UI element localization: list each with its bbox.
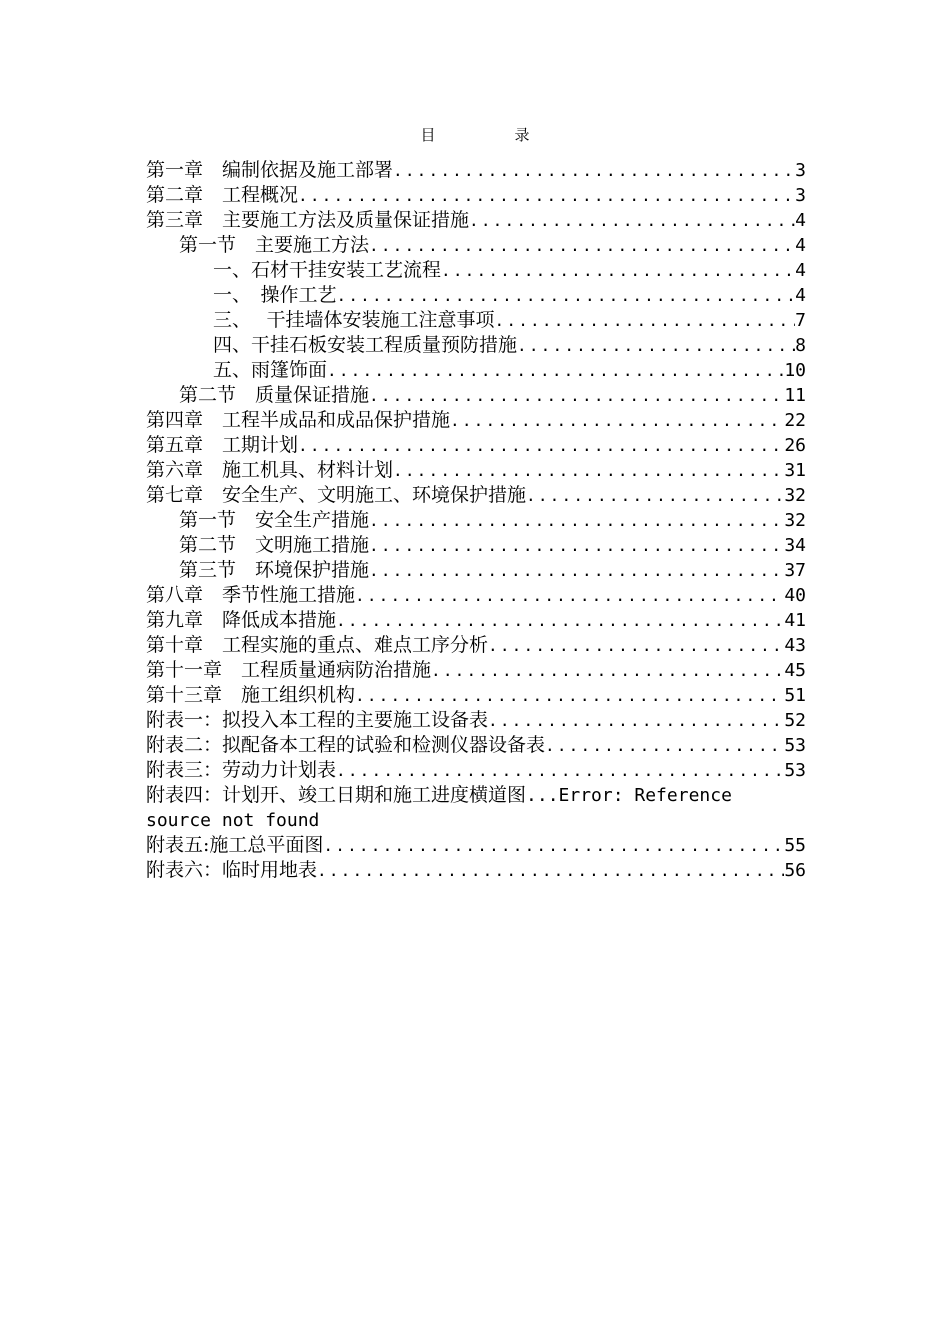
toc-entry-label: 附表二：拟配备本工程的试验和检测仪器设备表 (146, 734, 546, 756)
toc-entry-page-number: 43 (784, 635, 806, 656)
toc-leader-dots (337, 283, 796, 308)
toc-entry[interactable] (146, 308, 806, 333)
toc-entry-label: 四、干挂石板安装工程质量预防措施 (213, 334, 518, 356)
toc-entry-label: 五、雨篷饰面 (213, 359, 328, 381)
toc-entry[interactable] (146, 433, 806, 458)
toc-entry-page-number: 31 (784, 460, 806, 481)
toc-entry-label: 第十三章 施工组织机构 (146, 684, 356, 706)
toc-leader-dots (323, 833, 784, 858)
toc-entry[interactable] (146, 733, 806, 758)
toc-entry[interactable] (146, 708, 806, 733)
toc-entry-page-number: 37 (784, 560, 806, 581)
toc-entry-label: 第二章 工程概况 (146, 184, 299, 206)
toc-entry-page-number: 7 (795, 310, 806, 331)
toc-entry[interactable] (146, 458, 806, 483)
toc-entry-page-number: 3 (795, 185, 806, 206)
toc-entry[interactable] (146, 683, 806, 708)
toc-entry-label: 第十章 工程实施的重点、难点工序分析 (146, 634, 489, 656)
toc-entry[interactable] (146, 183, 806, 208)
toc-entry[interactable] (146, 583, 806, 608)
toc-entry-page-number: 56 (784, 860, 806, 881)
toc-entry-page-number: 45 (784, 660, 806, 681)
toc-leader-dots (369, 383, 784, 408)
toc-leader-dots (317, 858, 784, 883)
toc-entry-label: 一、 操作工艺 (213, 284, 337, 306)
toc-leader-dots (488, 708, 784, 733)
toc-entry-label: 第三节 环境保护措施 (179, 559, 370, 581)
toc-entry-page-number: 32 (784, 510, 806, 531)
toc-entry-page-number: 3 (795, 160, 806, 181)
toc-leader-dots (393, 158, 795, 183)
toc-entry-page-number: 4 (795, 285, 806, 306)
toc-entry[interactable] (146, 508, 806, 533)
toc-entry[interactable] (146, 658, 806, 683)
toc-entry-page-number: 53 (784, 735, 806, 756)
toc-leader-dots (469, 208, 795, 233)
toc-entry-label: 第一章 编制依据及施工部署 (146, 159, 394, 181)
toc-entry[interactable] (146, 858, 806, 883)
toc-entry[interactable] (146, 408, 806, 433)
toc-entry[interactable] (146, 758, 806, 783)
toc-entry[interactable] (146, 558, 806, 583)
toc-entry-page-number: 41 (784, 610, 806, 631)
toc-entry-label: 第一节 主要施工方法 (179, 234, 370, 256)
toc-entry-label: 第四章 工程半成品和成品保护措施 (146, 409, 451, 431)
toc-entry[interactable] (146, 333, 806, 358)
toc-leader-dots (441, 258, 795, 283)
toc-leader-dots (369, 533, 784, 558)
toc-entry-page-number: 4 (795, 235, 806, 256)
toc-entry-label: 三、 干挂墙体安装施工注意事项 (213, 309, 495, 331)
toc-entry-page-number: 52 (784, 710, 806, 731)
toc-leader-dots (336, 758, 784, 783)
toc-entry[interactable] (146, 633, 806, 658)
toc-leader-dots (336, 608, 784, 633)
toc-leader-dots (355, 683, 784, 708)
toc-leader-dots (545, 733, 784, 758)
toc-entry-label: 第五章 工期计划 (146, 434, 299, 456)
toc-entry-label: 第一节 安全生产措施 (179, 509, 370, 531)
toc-title: 目 录 (420, 126, 562, 144)
toc-leader-dots (369, 233, 795, 258)
table-of-contents (146, 158, 806, 883)
toc-leader-dots (517, 333, 795, 358)
toc-entry-label: 第七章 安全生产、文明施工、环境保护措施 (146, 484, 527, 506)
toc-entry[interactable] (146, 283, 806, 308)
toc-entry-page-number: 40 (784, 585, 806, 606)
toc-entry-page-number: 22 (784, 410, 806, 431)
toc-entry-label: 第九章 降低成本措施 (146, 609, 337, 631)
toc-leader-dots (488, 633, 784, 658)
toc-leader-dots (495, 308, 796, 333)
toc-entry[interactable] (146, 358, 806, 383)
toc-leader-dots (526, 483, 784, 508)
toc-entry-page-number: 26 (784, 435, 806, 456)
toc-entry[interactable] (146, 483, 806, 508)
toc-entry-label: 第十一章 工程质量通病防治措施 (146, 659, 432, 681)
toc-entry-label: 一、石材干挂安装工艺流程 (213, 259, 442, 281)
toc-entry-page-number: 34 (784, 535, 806, 556)
toc-entry[interactable] (146, 833, 806, 858)
toc-entry-label: 附表三：劳动力计划表 (146, 759, 337, 781)
toc-entry-label: 第八章 季节性施工措施 (146, 584, 356, 606)
toc-entry-label: 第六章 施工机具、材料计划 (146, 459, 394, 481)
toc-entry-label: 第二节 文明施工措施 (179, 534, 370, 556)
toc-entry-page-number: 53 (784, 760, 806, 781)
toc-entry-label: 附表六：临时用地表 (146, 859, 318, 881)
toc-leader-dots (298, 433, 784, 458)
toc-entry[interactable] (146, 258, 806, 283)
toc-entry[interactable] (146, 783, 806, 833)
toc-entry-label: 附表五:施工总平面图 (146, 834, 324, 856)
toc-entry-page-number: 32 (784, 485, 806, 506)
toc-entry-page-number: 11 (784, 385, 806, 406)
toc-entry[interactable] (146, 608, 806, 633)
toc-entry-page-number: 4 (795, 210, 806, 231)
toc-entry-page-number: 55 (784, 835, 806, 856)
toc-entry-page-number: 8 (795, 335, 806, 356)
toc-entry[interactable] (146, 158, 806, 183)
toc-leader-dots (431, 658, 784, 683)
toc-entry-page-number: 4 (795, 260, 806, 281)
toc-leader-dots (393, 458, 784, 483)
toc-leader-dots (298, 183, 795, 208)
toc-entry-label: 附表一：拟投入本工程的主要施工设备表 (146, 709, 489, 731)
toc-entry-page-number: 51 (784, 685, 806, 706)
toc-entry-error-reference: ...Error: Reference source not found (146, 785, 732, 831)
toc-leader-dots (327, 358, 784, 383)
toc-entry-label: 第二节 质量保证措施 (179, 384, 370, 406)
toc-leader-dots (369, 508, 784, 533)
toc-leader-dots (369, 558, 784, 583)
toc-entry[interactable] (146, 383, 806, 408)
toc-entry-label: 附表四：计划开、竣工日期和施工进度横道图 (146, 784, 527, 806)
toc-entry[interactable] (146, 208, 806, 233)
toc-entry[interactable] (146, 233, 806, 258)
toc-leader-dots (355, 583, 784, 608)
toc-leader-dots (450, 408, 784, 433)
toc-entry[interactable] (146, 533, 806, 558)
toc-entry-page-number: 10 (784, 360, 806, 381)
toc-entry-label: 第三章 主要施工方法及质量保证措施 (146, 209, 470, 231)
